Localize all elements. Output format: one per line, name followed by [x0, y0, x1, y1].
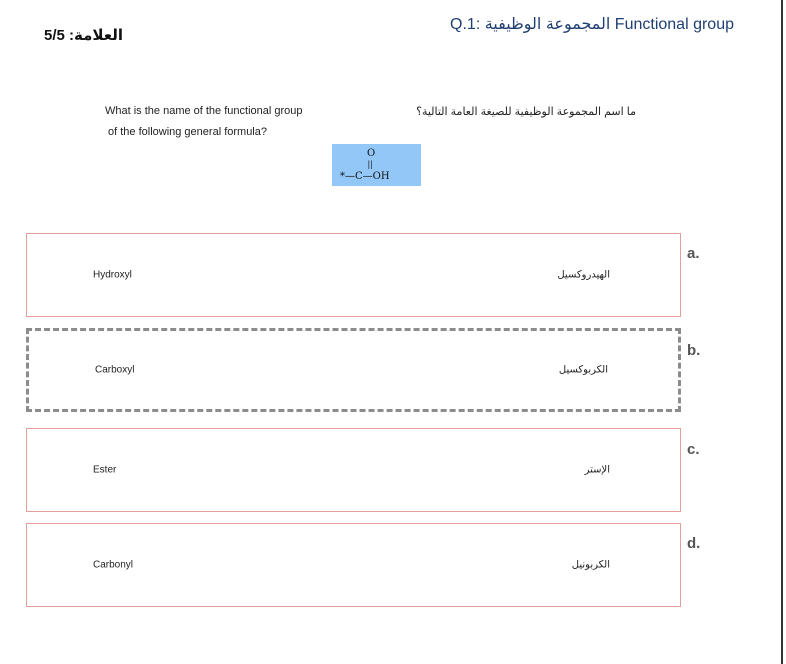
option-b-label-arabic: الكربوكسيل: [558, 364, 608, 376]
option-c-label-arabic: الإستر: [584, 464, 610, 476]
page-edge-rule: [781, 0, 783, 664]
formula-oxygen: O: [367, 148, 376, 159]
option-d-label-arabic: الكربونيل: [571, 559, 610, 571]
question-title: Q.1: المجموعة الوظيفية Functional group: [450, 16, 734, 33]
option-d-letter: d.: [687, 535, 701, 552]
formula-double-bond: ||: [367, 160, 373, 169]
option-a-letter: a.: [687, 245, 700, 262]
option-b-letter: b.: [687, 342, 701, 359]
prompt-arabic: ما اسم المجموعة الوظيفية للصيغة العامة التالية؟: [416, 106, 636, 118]
option-a-label-arabic: الهيدروكسيل: [557, 269, 610, 281]
option-c[interactable]: [26, 428, 681, 512]
option-b-label-english: Carboxyl: [95, 364, 135, 376]
option-a[interactable]: [26, 233, 681, 317]
score-label: العلامة: 5/5: [44, 27, 124, 44]
option-d-label-english: Carbonyl: [93, 559, 134, 571]
prompt-english-line-2: of the following general formula?: [108, 126, 267, 138]
carboxyl-formula-graphic: [332, 144, 421, 186]
formula-image: [332, 144, 421, 186]
option-d[interactable]: [26, 523, 681, 607]
option-c-label-english: Ester: [93, 464, 117, 476]
option-b[interactable]: [26, 328, 681, 412]
option-a-label-english: Hydroxyl: [93, 269, 132, 281]
option-c-letter: c.: [687, 441, 700, 458]
prompt-english-line-1: What is the name of the functional group: [105, 105, 303, 117]
formula-main-chain: *—C—OH: [340, 171, 390, 182]
